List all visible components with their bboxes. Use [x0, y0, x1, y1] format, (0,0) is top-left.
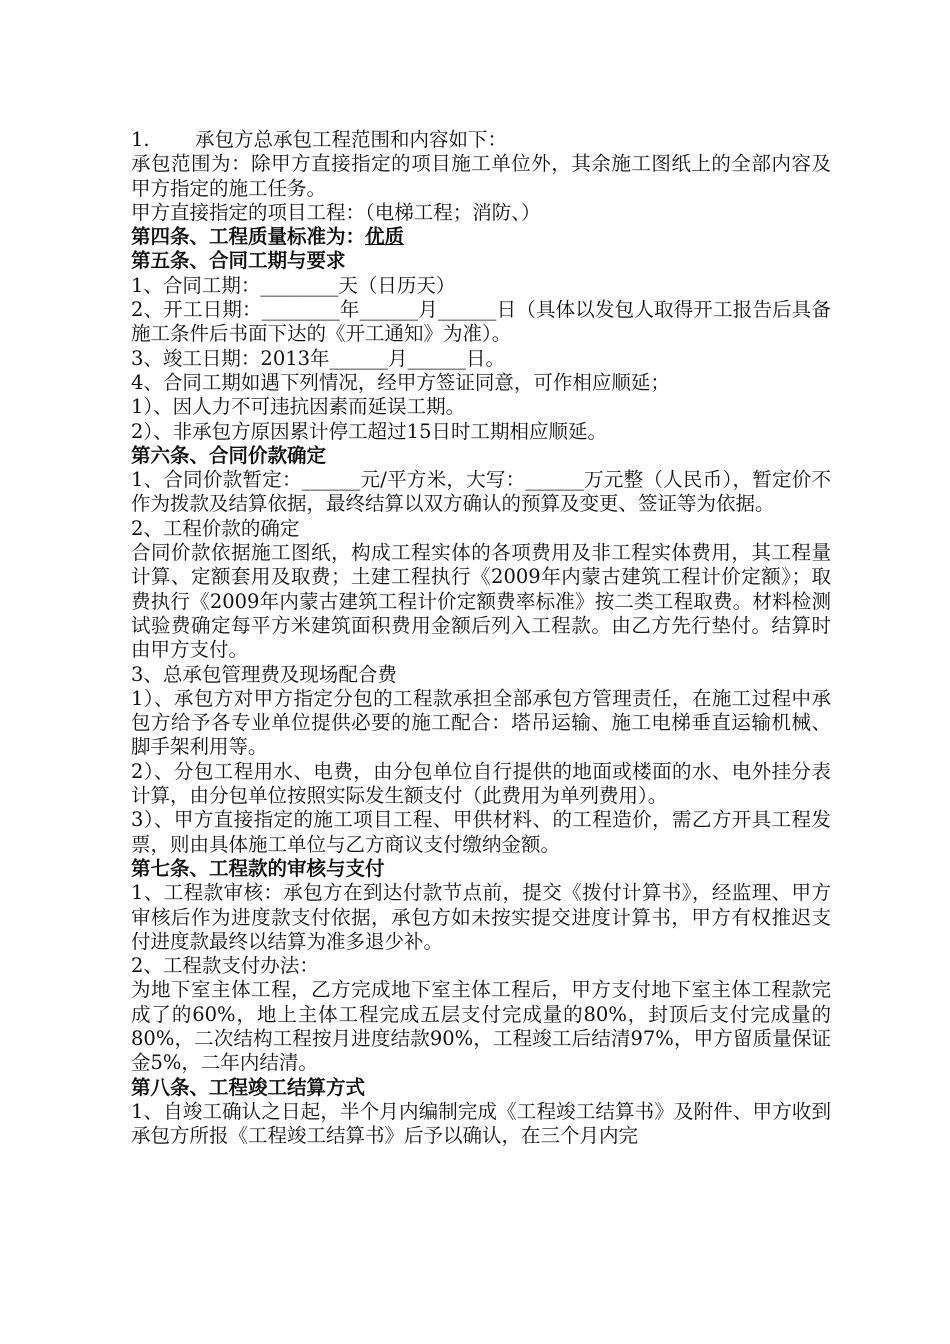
scope-paragraph: 承包范围为：除甲方直接指定的项目施工单位外，其余施工图纸上的全部内容及甲方指定的施工任务。 [131, 152, 831, 200]
document-body [131, 128, 831, 1148]
article-5-heading: 第五条、合同工期与要求 [131, 249, 346, 273]
management-fee-item-2: 2）、分包工程用水、电费，由分包单位自行提供的地面或楼面的水、电外挂分表计算，由分包单位按照实际发生额支付（此费用为单列费用）。 [131, 759, 831, 808]
payment-method-title: 2、工程款支付办法： [131, 954, 319, 978]
extension-item-1: 1）、因人力不可违抗因素而延误工期。 [131, 395, 466, 419]
price-determination-title: 2、工程价款的确定 [131, 516, 300, 540]
article-7-heading: 第七条、工程款的审核与支付 [131, 856, 385, 880]
extension-item-2: 2）、非承包方原因累计停工超过15日时工期相应顺延。 [131, 419, 607, 443]
scope-item-1 [131, 128, 831, 152]
quality-standard-value: 优质 [365, 225, 405, 249]
item-number: 1. [131, 128, 150, 151]
provisional-price: 1、合同价款暂定：______元/平方米，大写：______万元整（人民币），暂定价不作为拨款及结算依据，最终结算以双方确认的预算及变更、签证等为依据。 [131, 468, 831, 516]
price-determination-text: 合同价款依据施工图纸，构成工程实体的各项费用及非工程实体费用，其工程量计算、定额套用及取费；土建工程执行《2009年内蒙古建筑工程计价定额》；取费执行《2009年内蒙古建筑工程计价定额费率标准》按二类工程取费。材料检测试验费确定每平方米建筑面积费用金额后列入工程款。由乙方先行垫付。结算时由甲方支付。 [131, 541, 831, 662]
item-text: 承包方总承包工程范围和内容如下： [195, 128, 508, 151]
article-4-heading [131, 225, 831, 249]
management-fee-title: 3、总承包管理费及现场配合费 [131, 662, 397, 686]
payment-review: 1、工程款审核：承包方在到达付款节点前，提交《拨付计算书》，经监理、甲方审核后作为进度款支付依据，承包方如未按实提交进度计算书，甲方有权推迟支付进度款最终以结算为准多退少补。 [131, 881, 831, 953]
management-fee-item-1: 1）、承包方对甲方指定分包的工程款承担全部承包方管理责任，在施工过程中承包方给予各专业单位提供必要的施工配合：塔吊运输、施工电梯垂直运输机械、脚手架利用等。 [131, 686, 831, 759]
settlement-clause: 1、自竣工确认之日起，半个月内编制完成《工程竣工结算书》及附件、甲方收到承包方所报《工程竣工结算书》后予以确认，在三个月内完 [131, 1099, 831, 1148]
completion-date: 3、竣工日期：2013年______月______日。 [131, 346, 506, 370]
article-4-label: 第四条、工程质量标准为： [131, 225, 366, 249]
extension-clause: 4、合同工期如遇下列情况，经甲方签证同意，可作相应顺延； [131, 370, 670, 394]
article-6-heading: 第六条、合同价款确定 [131, 443, 327, 467]
direct-projects-paragraph: 甲方直接指定的项目工程：（电梯工程；消防、） [131, 200, 541, 224]
management-fee-item-3: 3）、甲方直接指定的施工项目工程、甲供材料、的工程造价，需乙方开具工程发票，则由具体施工单位与乙方商议支付缴纳金额。 [131, 808, 831, 856]
payment-method-text: 为地下室主体工程，乙方完成地下室主体工程后，甲方支付地下室主体工程款完成了的60%，地上主体工程完成五层支付完成量的80%，封顶后支付完成量的80%，二次结构工程按月进度结款90%，工程竣工后结清97%，甲方留质量保证金5%，二年内结清。 [131, 978, 831, 1075]
contract-period: 1、合同工期：________天（日历天） [131, 273, 456, 297]
article-8-heading: 第八条、工程竣工结算方式 [131, 1075, 366, 1099]
start-date: 2、开工日期：________年______月______日（具体以发包人取得开工报告后具备施工条件后书面下达的《开工通知》为准）。 [131, 298, 831, 346]
